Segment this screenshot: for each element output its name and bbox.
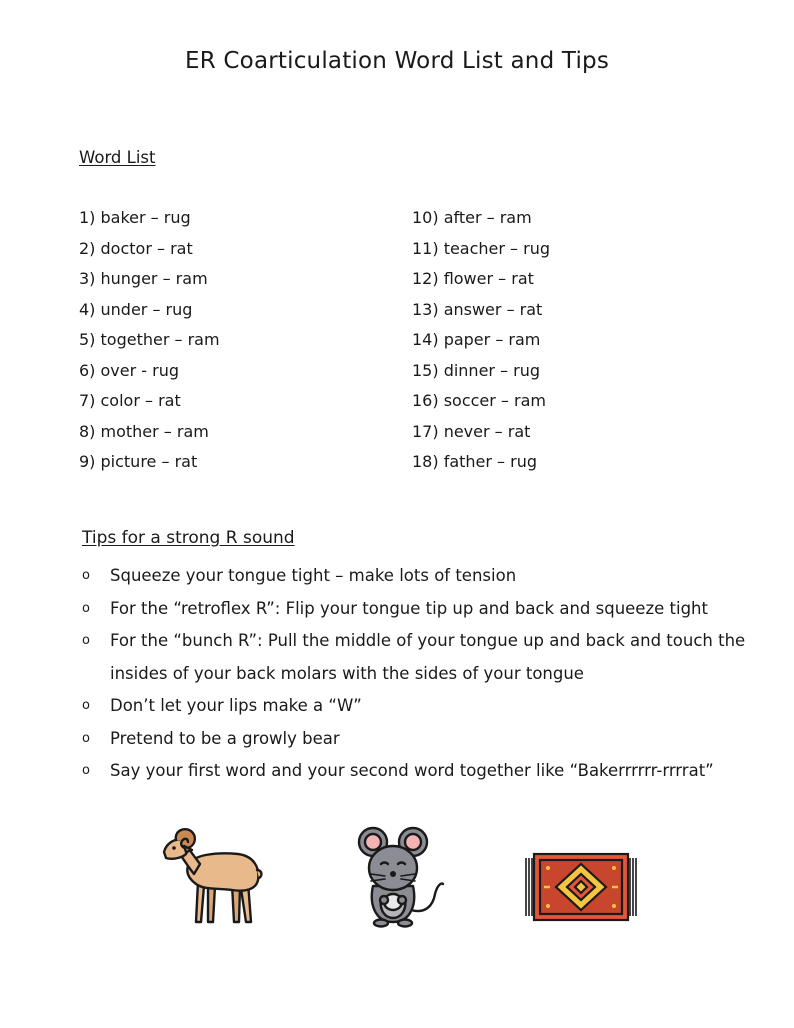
list-item: 9) picture – rat (79, 452, 198, 471)
tip-item (82, 723, 762, 756)
bullet-icon: o (82, 633, 90, 648)
word-list-left-column (79, 207, 220, 482)
list-item: 2) doctor – rat (79, 238, 193, 258)
list-item: 1) baker – rug (79, 208, 191, 227)
list-item: 3) hunger – ram (79, 269, 208, 288)
list-item: 18) father – rug (412, 452, 538, 471)
word-list-heading: Word List (79, 148, 156, 167)
tip-item (82, 625, 762, 690)
tip-text: Say your first word and your second word together like “Bakerrrrrr-rrrrat” (110, 761, 714, 780)
tip-text: Squeeze your tongue tight – make lots of tension (110, 566, 517, 585)
rat-icon (355, 824, 447, 930)
list-item: 6) over - rug (79, 360, 180, 380)
illustrations (0, 820, 794, 930)
tips-list (82, 560, 762, 788)
tip-text: Don’t let your lips make a “W” (110, 696, 362, 715)
list-item: 4) under – rug (79, 299, 193, 319)
bullet-icon: o (82, 600, 90, 616)
list-item: 13) answer – rat (412, 299, 543, 319)
list-item: 11) teacher – rug (412, 238, 551, 258)
bullet-icon: o (82, 730, 90, 746)
tip-item (82, 755, 762, 788)
ram-icon (158, 824, 264, 928)
list-item: 8) mother – ram (79, 421, 209, 441)
bullet-icon: o (82, 763, 90, 778)
list-item: 12) flower – rat (412, 269, 534, 288)
tip-item (82, 560, 762, 593)
list-item: 5) together – ram (79, 330, 220, 349)
tip-text: Pretend to be a growly bear (110, 728, 340, 748)
list-item: 17) never – rat (412, 421, 531, 441)
tips-heading: Tips for a strong R sound (82, 528, 295, 548)
tip-item (82, 593, 762, 626)
word-list-right-column (412, 207, 550, 482)
rug-icon (524, 852, 638, 922)
list-item: 14) paper – ram (412, 330, 541, 349)
bullet-icon: o (82, 698, 90, 713)
tip-text: For the “retroflex R”: Flip your tongue tip up and back and squeeze tight (110, 598, 708, 618)
list-item: 10) after – ram (412, 208, 532, 227)
tip-item (82, 690, 762, 723)
bullet-icon: o (82, 568, 90, 583)
list-item: 16) soccer – ram (412, 391, 546, 410)
list-item: 7) color – rat (79, 391, 181, 410)
list-item: 15) dinner – rug (412, 360, 541, 380)
tip-text: For the “bunch R”: Pull the middle of your tongue up and back and touch the insides of your back molars with the sides of your tongue (110, 631, 746, 683)
page-title: ER Coarticulation Word List and Tips (184, 48, 610, 74)
